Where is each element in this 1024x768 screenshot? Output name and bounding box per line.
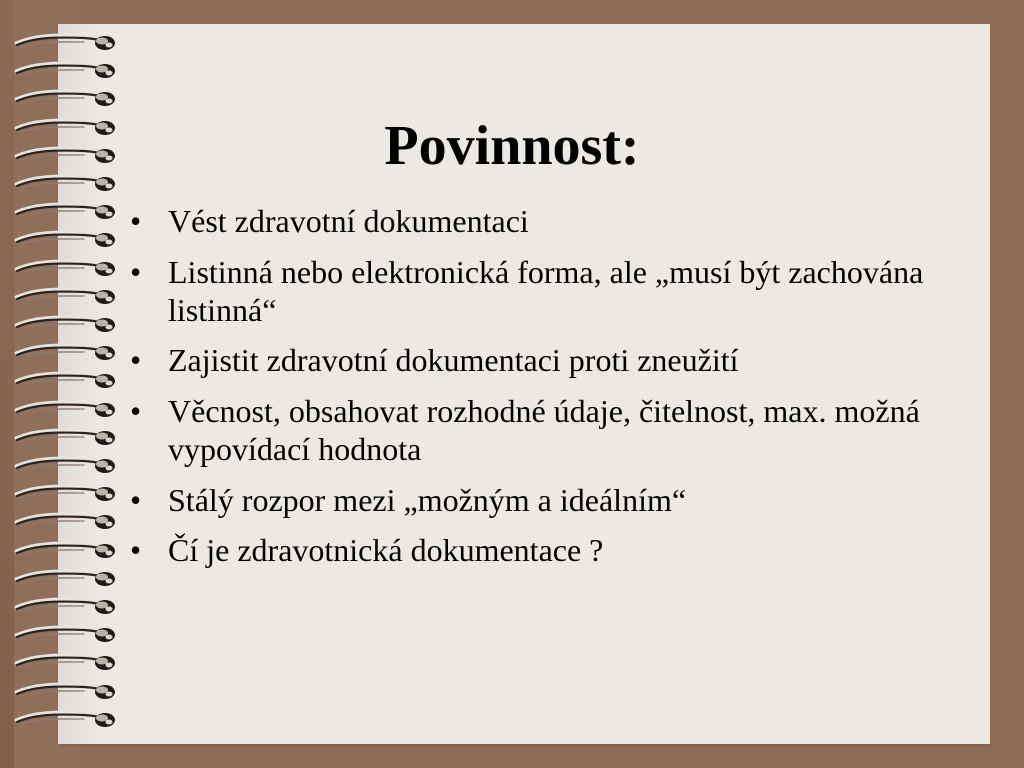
spiral-ring-11 (14, 314, 120, 336)
bullet-text-5: Stálý rozpor mezi „možným a ideálním“ (168, 481, 687, 518)
bullet-icon: • (130, 481, 142, 518)
spiral-ring-15 (14, 427, 120, 449)
spiral-ring-18 (14, 511, 120, 533)
bullet-text-3: Zajistit zdravotní dokumentaci proti zneužití (168, 342, 739, 379)
spiral-ring-16 (14, 455, 120, 477)
spiral-ring-14 (14, 399, 120, 421)
bullet-item-4 (130, 393, 950, 469)
bullet-text-1: Vést zdravotní dokumentaci (168, 203, 529, 239)
spiral-ring-23 (14, 652, 120, 674)
spiral-ring-21 (14, 596, 120, 618)
spiral-ring-13 (14, 370, 120, 392)
spiral-ring-9 (14, 258, 120, 280)
bullet-text-2: Listinná nebo elektronická forma, ale „musí být zachována listinná“ (168, 253, 924, 328)
bullet-item-1 (130, 203, 950, 241)
bullet-item-6 (130, 532, 950, 570)
bullet-text-6: Čí je zdravotnická dokumentace ? (168, 532, 604, 569)
bullet-text-4: Věcnost, obsahovat rozhodné údaje, čitelnost, max. možná vypovídací hodnota (168, 393, 920, 467)
bullet-item-3 (130, 342, 950, 380)
bullet-icon: • (130, 253, 142, 290)
slide-title: Povinnost: (384, 114, 640, 177)
bullet-icon: • (130, 532, 142, 569)
bullet-list (130, 203, 950, 583)
bullet-item-2 (130, 254, 950, 330)
spiral-ring-25 (14, 709, 120, 731)
spiral-ring-10 (14, 286, 120, 308)
bullet-item-5 (130, 482, 950, 520)
bullet-icon: • (130, 342, 142, 379)
spiral-ring-24 (14, 681, 120, 703)
spiral-ring-2 (14, 60, 120, 82)
spiral-ring-19 (14, 540, 120, 562)
spiral-ring-12 (14, 342, 120, 364)
bullet-icon: • (130, 393, 142, 429)
spiral-ring-1 (14, 32, 120, 54)
spiral-ring-17 (14, 483, 120, 505)
spiral-ring-3 (14, 88, 120, 110)
spiral-ring-20 (14, 568, 120, 590)
spiral-ring-7 (14, 201, 120, 223)
spiral-ring-8 (14, 229, 120, 251)
spiral-ring-22 (14, 624, 120, 646)
bullet-icon: • (130, 203, 142, 239)
